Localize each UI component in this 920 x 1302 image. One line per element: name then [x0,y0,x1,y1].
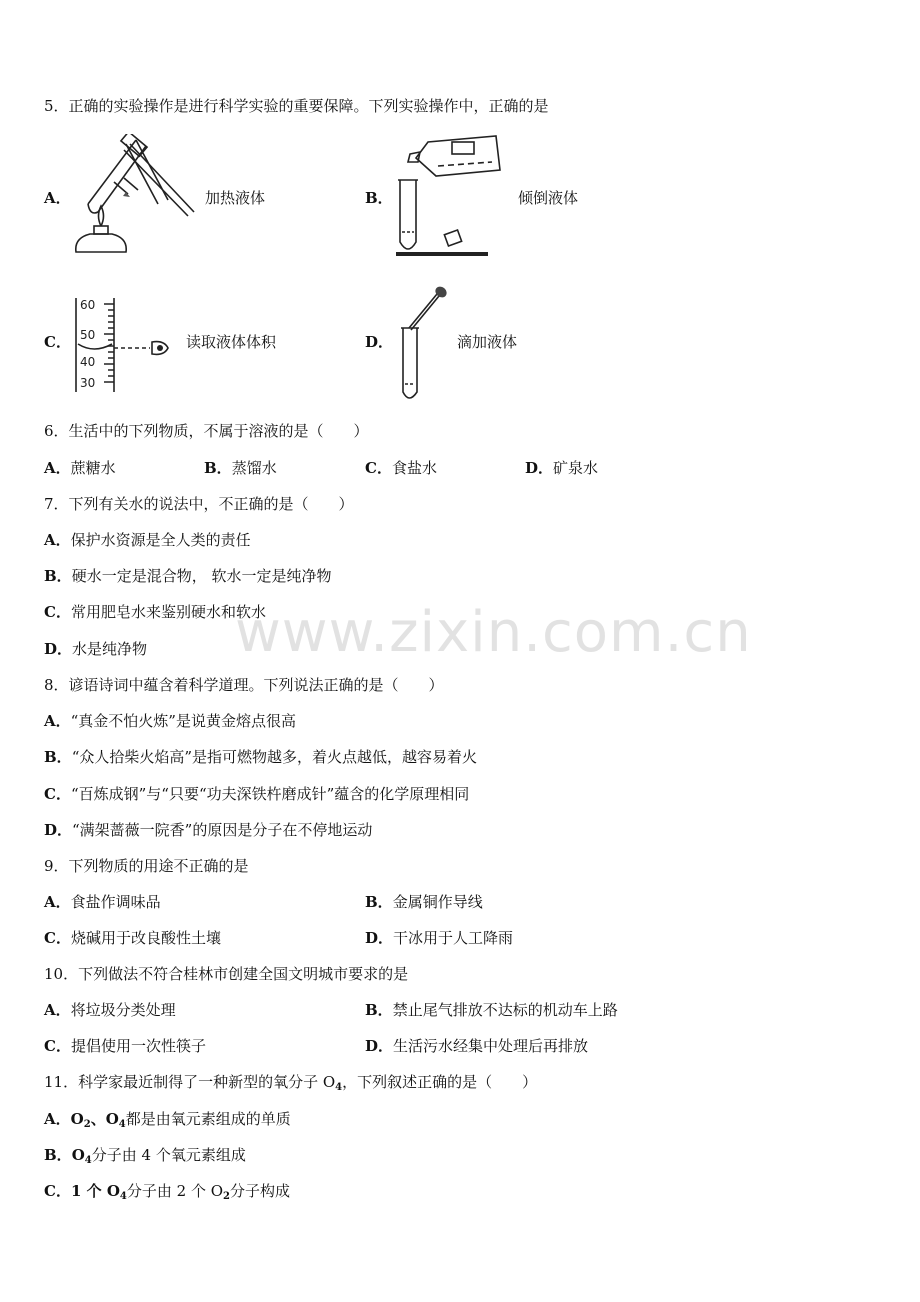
q8-option-a: A．“真金不怕火炼”是说黄金熔点很高 [44,712,296,730]
q8-stem: 8．谚语诗词中蕴含着科学道理。下列说法正确的是（ ） [44,676,444,694]
q7-option-b: B．硬水一定是混合物， 软水一定是纯净物 [44,567,332,585]
cylinder-tick-60: 60 [80,298,96,312]
q9-option-d: D．干冰用于人工降雨 [365,929,514,947]
q6-option-a: A．蔗糖水 [44,459,116,477]
cylinder-tick-40: 40 [80,355,96,369]
q5-option-c-label: 读取液体体积 [186,333,277,351]
graduated-cylinder-figure [68,296,178,396]
q6-stem: 6．生活中的下列物质，不属于溶液的是（ ） [44,422,369,440]
q6-option-d: D．矿泉水 [525,459,599,477]
q10-stem: 10．下列做法不符合桂林市创建全国文明城市要求的是 [44,965,409,983]
q10-option-d: D．生活污水经集中处理后再排放 [365,1037,589,1055]
pouring-liquid-figure [392,132,502,260]
cylinder-tick-30: 30 [80,376,96,390]
q7-option-a: A．保护水资源是全人类的责任 [44,531,251,549]
q7-stem: 7．下列有关水的说法中，不正确的是（ ） [44,495,354,513]
q5-option-c-letter: C． [44,333,71,351]
heating-liquid-figure [68,134,198,264]
q5-option-d-letter: D． [365,333,394,351]
q5-option-d-label: 滴加液体 [457,333,518,351]
q5-option-a-label: 加热液体 [205,189,266,207]
q11-option-a: A．$O_2$、$O_4$都是由氧元素组成的单质 [44,1110,291,1130]
q9-stem: 9．下列物质的用途不正确的是 [44,857,249,875]
dropping-liquid-figure [395,284,455,404]
q6-option-c: C．食盐水 [365,459,437,477]
q10-option-a: A．将垃圾分类处理 [44,1001,176,1019]
q11-option-c: C．1 个 $O_4$分子由 2 个 $O_2$分子构成 [44,1182,291,1202]
q11-stem: 11．科学家最近制得了一种新型的氧分子 $O_4$，下列叙述正确的是（ ） [44,1073,538,1093]
q7-option-d: D．水是纯净物 [44,640,148,658]
cylinder-tick-50: 50 [80,328,96,342]
q5-stem: 5．正确的实验操作是进行科学实验的重要保障。下列实验操作中，正确的是 [44,97,549,115]
q8-option-d: D．“满架蔷薇一院香”的原因是分子在不停地运动 [44,821,373,839]
q5-option-a-letter: A． [44,189,71,207]
q7-option-c: C．常用肥皂水来鉴别硬水和软水 [44,603,266,621]
watermark: www.zixin.com.cn [235,600,752,665]
q9-option-a: A．食盐作调味品 [44,893,161,911]
q8-option-b: B．“众人拾柴火焰高”是指可燃物越多，着火点越低，越容易着火 [44,748,478,766]
q8-option-c: C．“百炼成钢”与“只要“功夫深铁杵磨成针”蕴含的化学原理相同 [44,785,470,803]
q9-option-b: B．金属铜作导线 [365,893,483,911]
q9-option-c: C．烧碱用于改良酸性土壤 [44,929,221,947]
q6-option-b: B．蒸馏水 [204,459,277,477]
q5-option-b-letter: B． [365,189,393,207]
q11-option-b: B．$O_4$分子由 4 个氧元素组成 [44,1146,246,1166]
q5-option-b-label: 倾倒液体 [518,189,579,207]
q10-option-b: B．禁止尾气排放不达标的机动车上路 [365,1001,618,1019]
q10-option-c: C．提倡使用一次性筷子 [44,1037,206,1055]
